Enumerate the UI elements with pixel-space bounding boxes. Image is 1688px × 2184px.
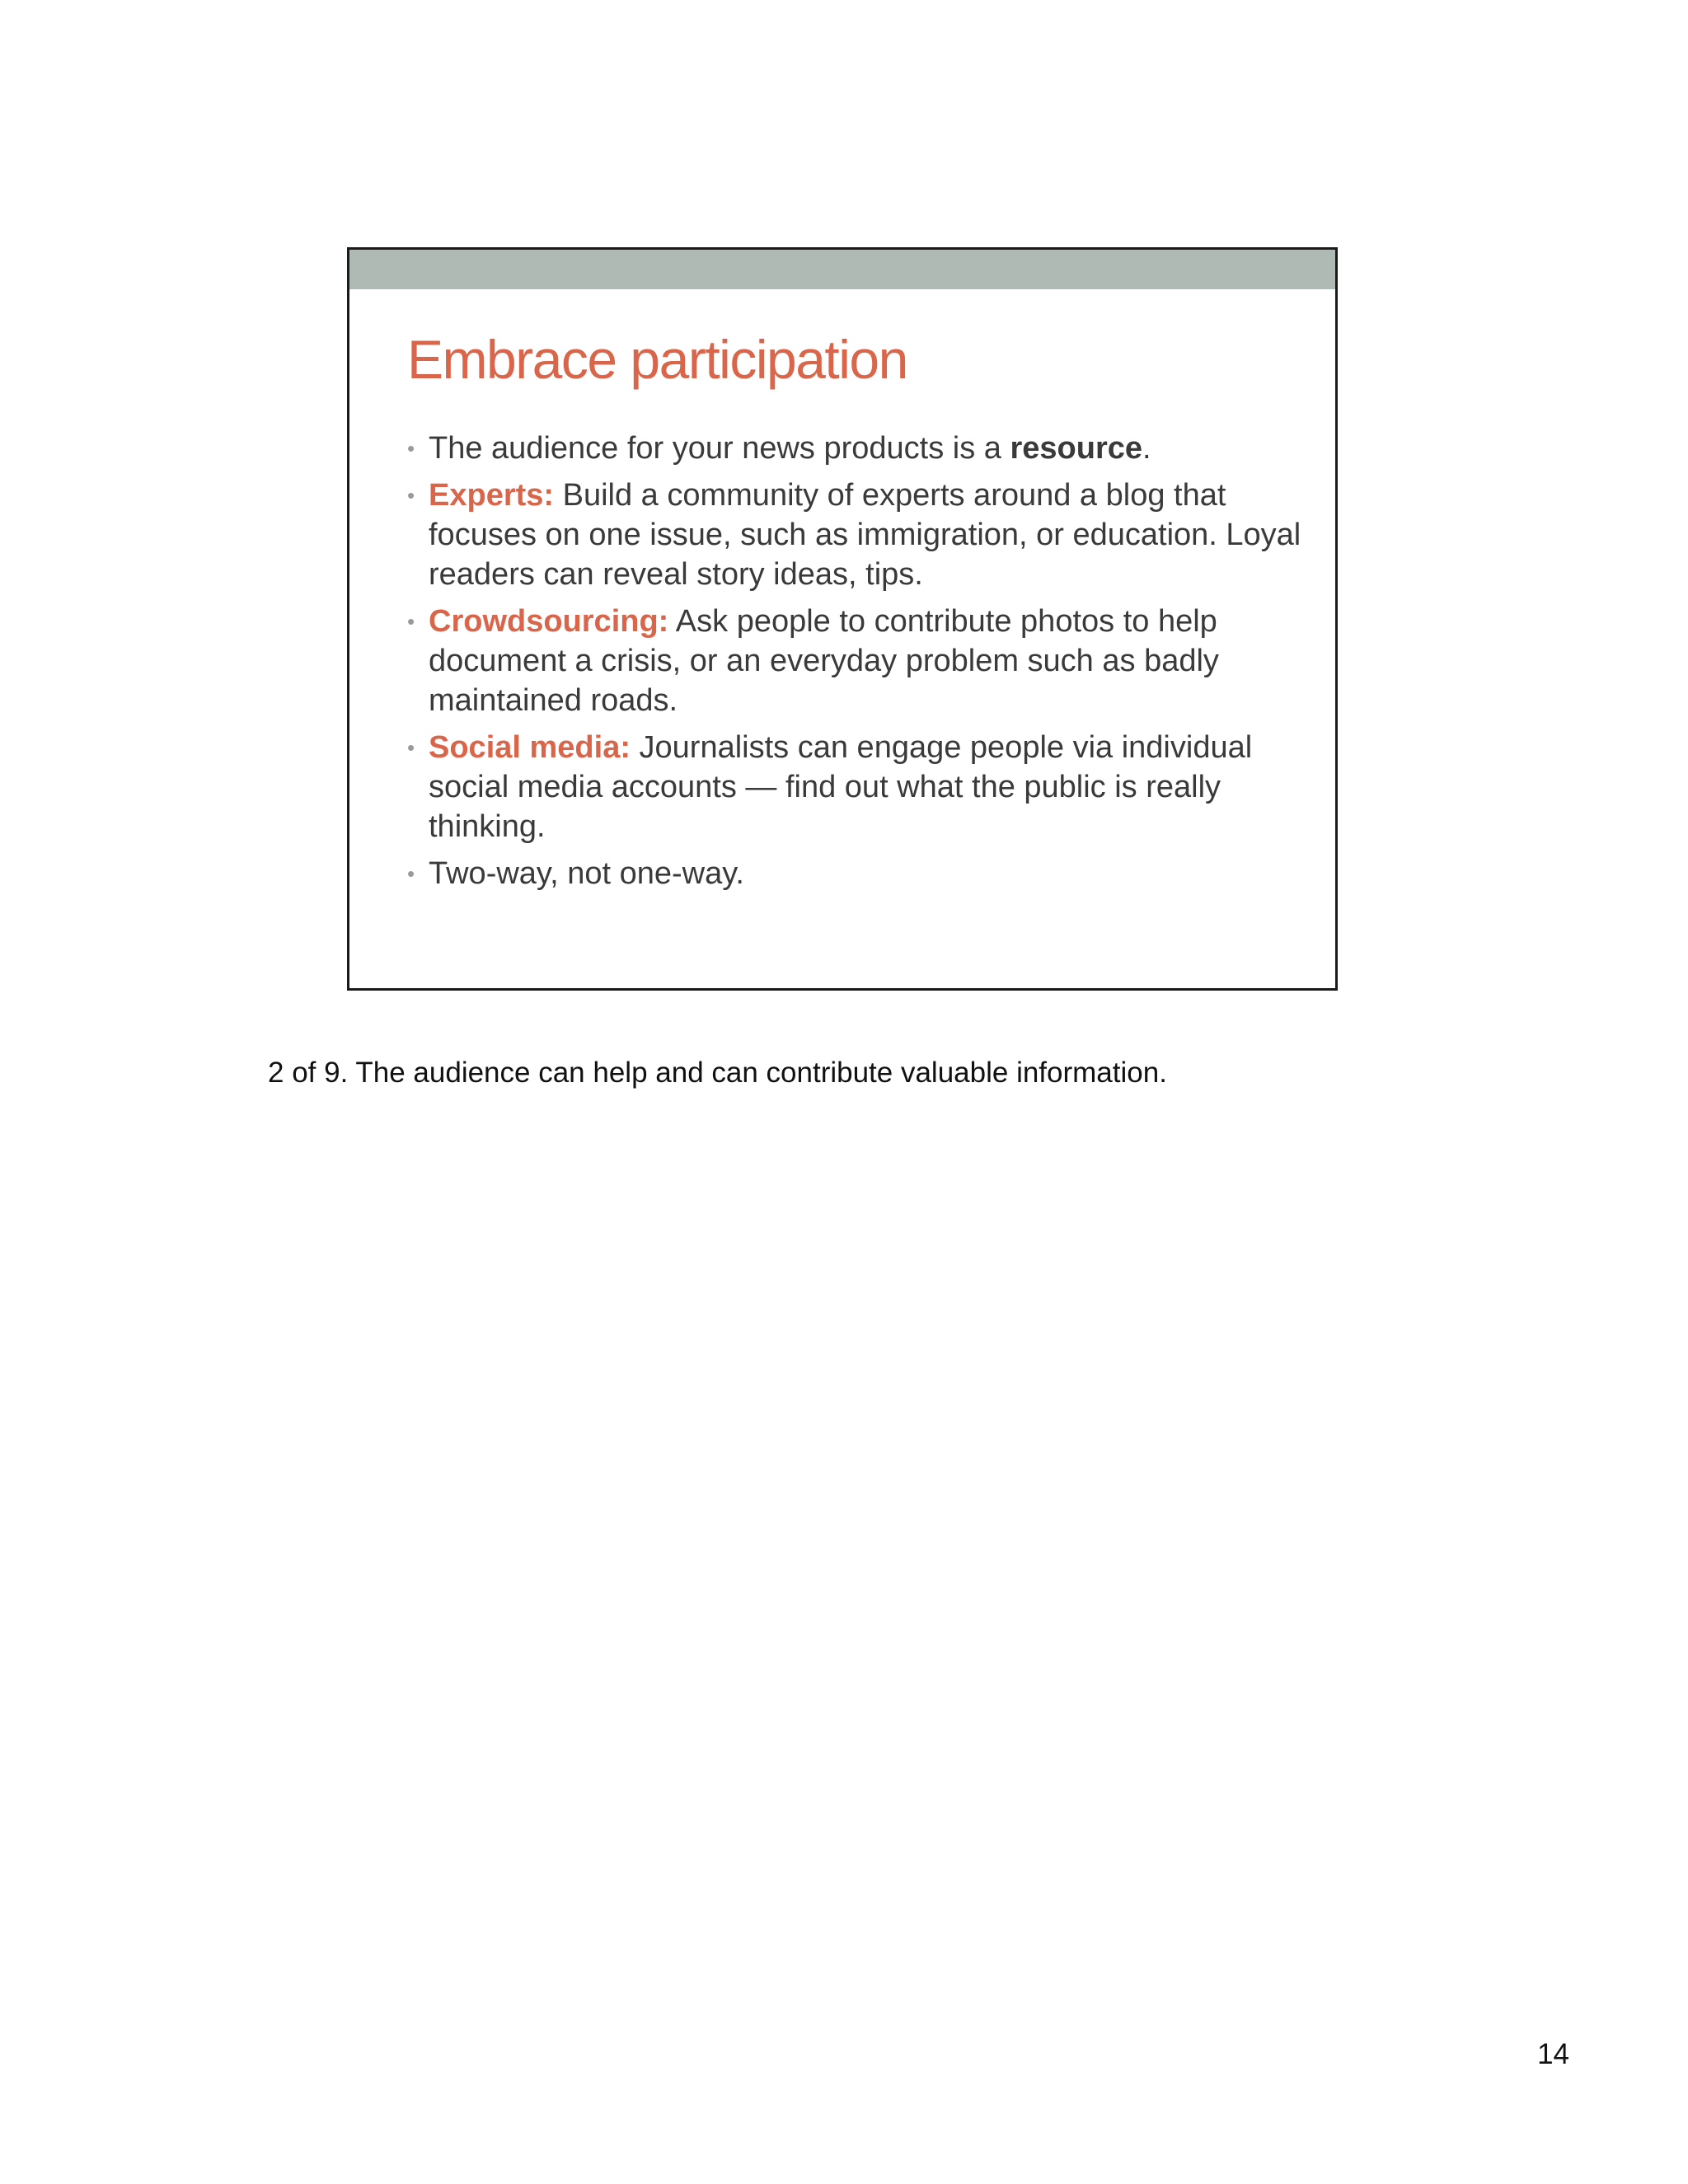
bullet-item — [407, 728, 1306, 846]
slide-caption: 2 of 9. The audience can help and can contribute valuable information. — [268, 1057, 1167, 1089]
bullet-text: Build a community of experts around a blog that focuses on one issue, such as immigration, or education. Loyal readers can reveal story ideas, tips. — [429, 478, 1301, 592]
page-number: 14 — [1537, 2038, 1569, 2070]
bullet-text-end: . — [1142, 431, 1151, 466]
bullet-dot-icon: • — [407, 436, 415, 461]
slide-frame — [347, 247, 1338, 991]
bullet-item — [407, 476, 1306, 594]
bullet-emphasis: resource — [1010, 431, 1143, 466]
bullet-item — [407, 854, 1306, 893]
bullet-item — [407, 429, 1306, 468]
bullet-text: Journalists can engage people via individual social media accounts — find out what the public is really thinking. — [429, 730, 1253, 844]
bullet-text: Two-way, not one-way. — [429, 856, 744, 891]
bullet-dot-icon: • — [407, 609, 415, 634]
bullet-dot-icon: • — [407, 483, 415, 508]
bullet-keyword: Social media: — [429, 730, 631, 765]
slide-title: Embrace participation — [407, 329, 907, 390]
bullet-text: The audience for your news products is a — [429, 431, 1010, 466]
bullet-keyword: Crowdsourcing: — [429, 604, 669, 639]
bullet-item — [407, 602, 1306, 720]
bullet-text: Ask people to contribute photos to help document a crisis, or an everyday problem such as badly maintained roads. — [429, 604, 1219, 718]
bullet-dot-icon: • — [407, 735, 415, 760]
bullet-list — [407, 429, 1306, 901]
slide-header-bar — [349, 250, 1335, 289]
bullet-keyword: Experts: — [429, 478, 555, 513]
bullet-dot-icon: • — [407, 861, 415, 886]
